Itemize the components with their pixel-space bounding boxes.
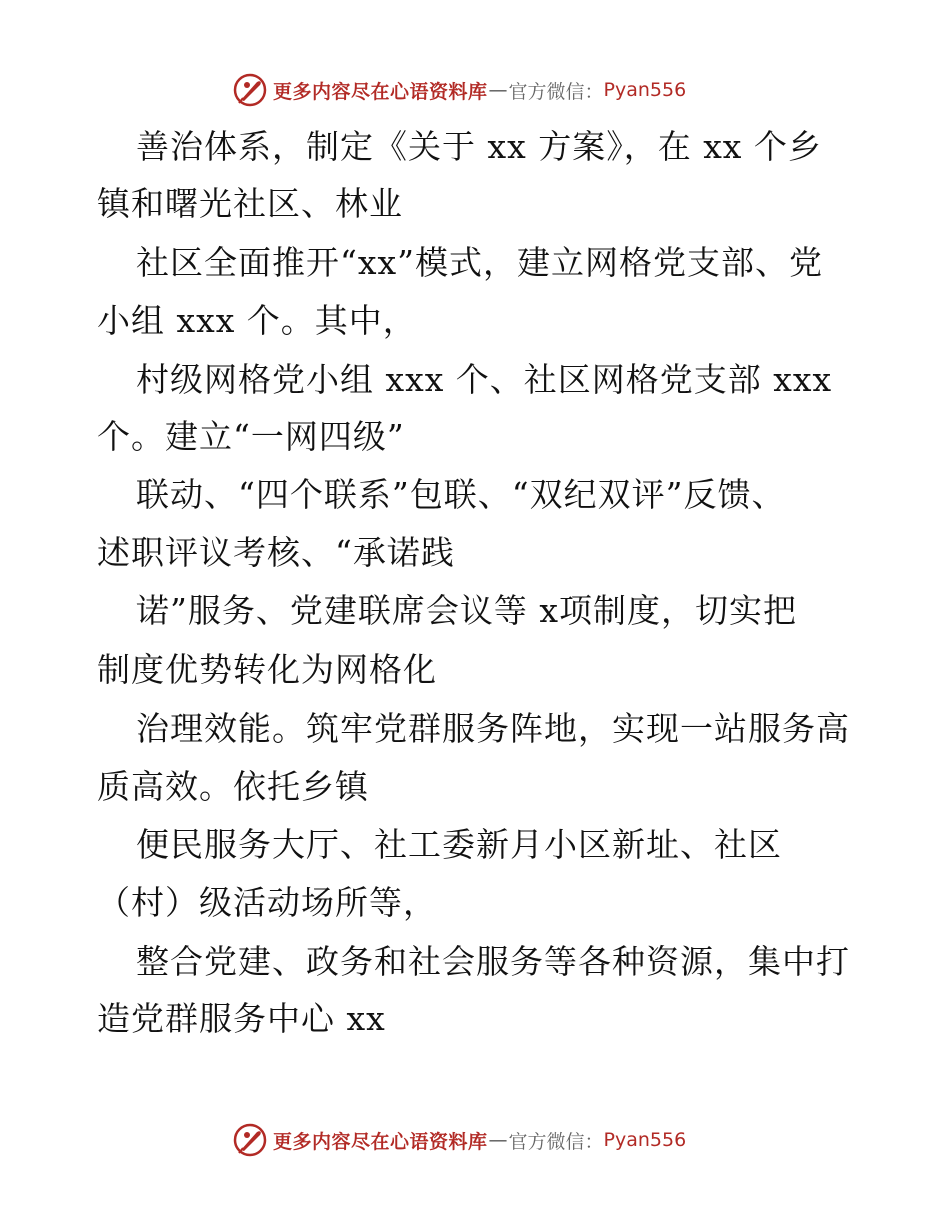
text-line: 个。建立“一网四级” [97,417,405,456]
text-line: 社区全面推开“xx”模式，建立网格党支部、党 [136,243,823,282]
text-line: 述职评议考核、“承诺践 [97,533,455,572]
watermark-wechat-label: 官方微信： [508,1130,604,1153]
quill-pen-icon [233,73,267,107]
watermark-wechat-id: Pyan556 [603,79,687,101]
quill-pen-icon [233,1123,267,1157]
text-line: 诺”服务、党建联席会议等 x项制度，切实把 [136,591,797,630]
text-line: 质高效。依托乡镇 [97,767,369,806]
text-line: 便民服务大厅、社工委新月小区新址、社区 [136,825,782,864]
text-line: 善治体系，制定《关于 xx 方案》，在 xx 个乡 [136,127,822,166]
text-line: 制度优势转化为网格化 [97,650,437,689]
watermark-dash: — [488,79,508,101]
text-line: （村）级活动场所等， [97,883,437,922]
header-watermark [233,72,686,108]
text-line: 镇和曙光社区、林业 [97,184,403,223]
footer-watermark [233,1122,686,1158]
text-line: 造党群服务中心 xx [97,999,386,1038]
watermark-title: 更多内容尽在心语资料库 [273,80,488,103]
text-line: 整合党建、政务和社会服务等各种资源，集中打 [136,942,850,981]
watermark-dash: — [488,1129,508,1151]
text-line: 小组 xxx 个。其中， [97,301,417,340]
watermark-wechat-id: Pyan556 [603,1129,687,1151]
watermark-title: 更多内容尽在心语资料库 [273,1130,488,1153]
text-line: 治理效能。筑牢党群服务阵地，实现一站服务高 [136,709,850,748]
text-line: 联动、“四个联系”包联、“双纪双评”反馈、 [136,475,786,514]
watermark-wechat-label: 官方微信： [508,80,604,103]
text-line: 村级网格党小组 xxx 个、社区网格党支部 xxx [136,360,833,399]
